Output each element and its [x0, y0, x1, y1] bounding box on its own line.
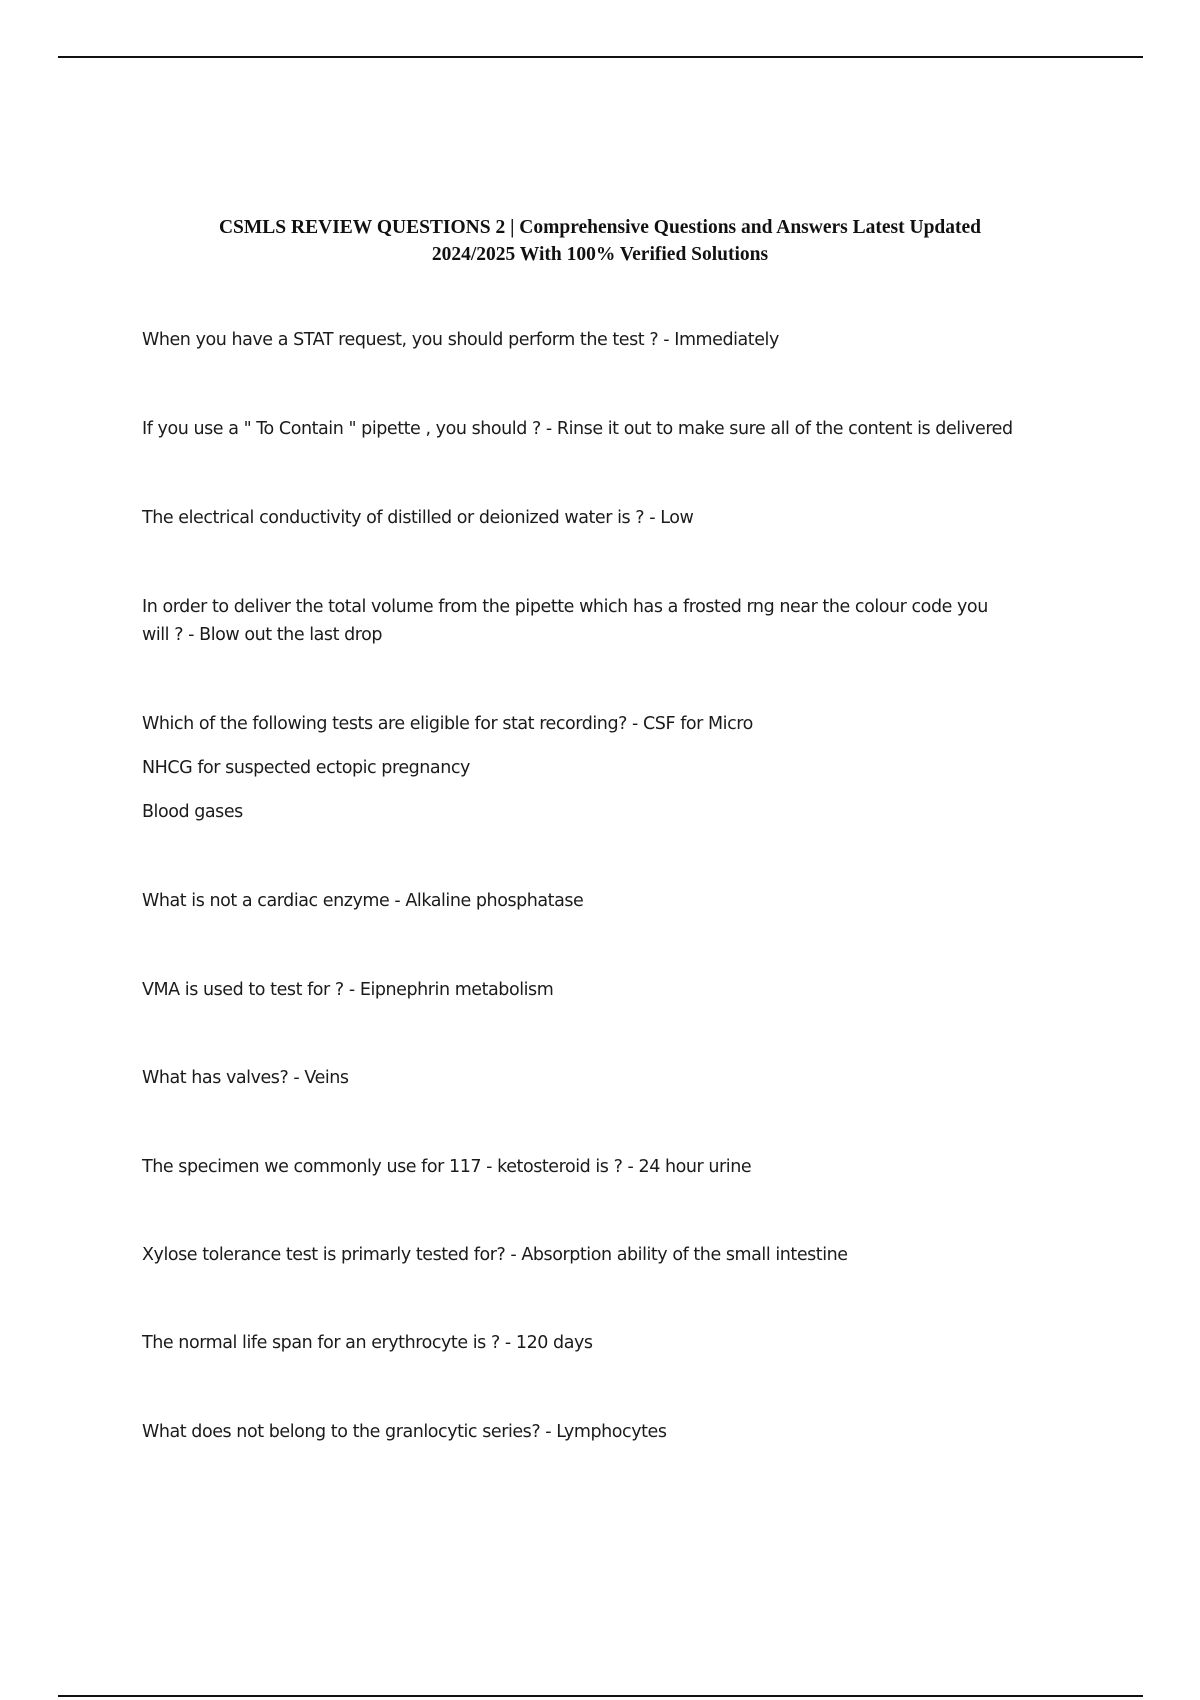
qa-text: The specimen we commonly use for 117 - ketosteroid is ? - 24 hour urine	[142, 1157, 752, 1177]
question-answer	[142, 504, 1082, 532]
question-answer	[142, 1153, 1082, 1181]
qa-text: What does not belong to the granlocytic series? - Lymphocytes	[142, 1422, 667, 1442]
answer-continuation	[142, 798, 1082, 826]
answer-continuation	[142, 754, 1082, 782]
question-answer	[142, 887, 1082, 915]
question-answer	[142, 415, 1082, 443]
qa-text: When you have a STAT request, you should perform the test ? - Immediately	[142, 330, 779, 350]
qa-text: The normal life span for an erythrocyte is ? - 120 days	[142, 1333, 593, 1353]
qa-text: In order to deliver the total volume from the pipette which has a frosted rng near the colour code you	[142, 597, 988, 617]
question-answer	[142, 1064, 1082, 1092]
qa-text: What has valves? - Veins	[142, 1068, 349, 1088]
question-answer	[142, 593, 1082, 649]
question-answer	[142, 1418, 1082, 1446]
document-title	[120, 214, 1080, 268]
question-answer	[142, 976, 1082, 1004]
header-rule	[58, 56, 1143, 58]
question-answer	[142, 1241, 1082, 1269]
question-answer	[142, 710, 1082, 738]
qa-text: will ? - Blow out the last drop	[142, 625, 383, 645]
qa-text: Which of the following tests are eligible for stat recording? - CSF for Micro	[142, 714, 753, 734]
qa-text: NHCG for suspected ectopic pregnancy	[142, 758, 470, 778]
qa-text: The electrical conductivity of distilled or deionized water is ? - Low	[142, 508, 694, 528]
qa-text: If you use a " To Contain " pipette , you should ? - Rinse it out to make sure all of the content is delivered	[142, 419, 1013, 439]
title-line: 2024/2025 With 100% Verified Solutions	[431, 244, 769, 265]
question-answer	[142, 1329, 1082, 1357]
title-line: CSMLS REVIEW QUESTIONS 2 | Comprehensive Questions and Answers Latest Updated	[218, 217, 982, 238]
question-answer	[142, 326, 1082, 354]
qa-text: Blood gases	[142, 802, 243, 822]
qa-text: What is not a cardiac enzyme - Alkaline phosphatase	[142, 891, 584, 911]
footer-rule	[58, 1695, 1143, 1697]
qa-text: VMA is used to test for ? - Eipnephrin metabolism	[142, 980, 554, 1000]
qa-text: Xylose tolerance test is primarly tested for? - Absorption ability of the small intestine	[142, 1245, 848, 1265]
